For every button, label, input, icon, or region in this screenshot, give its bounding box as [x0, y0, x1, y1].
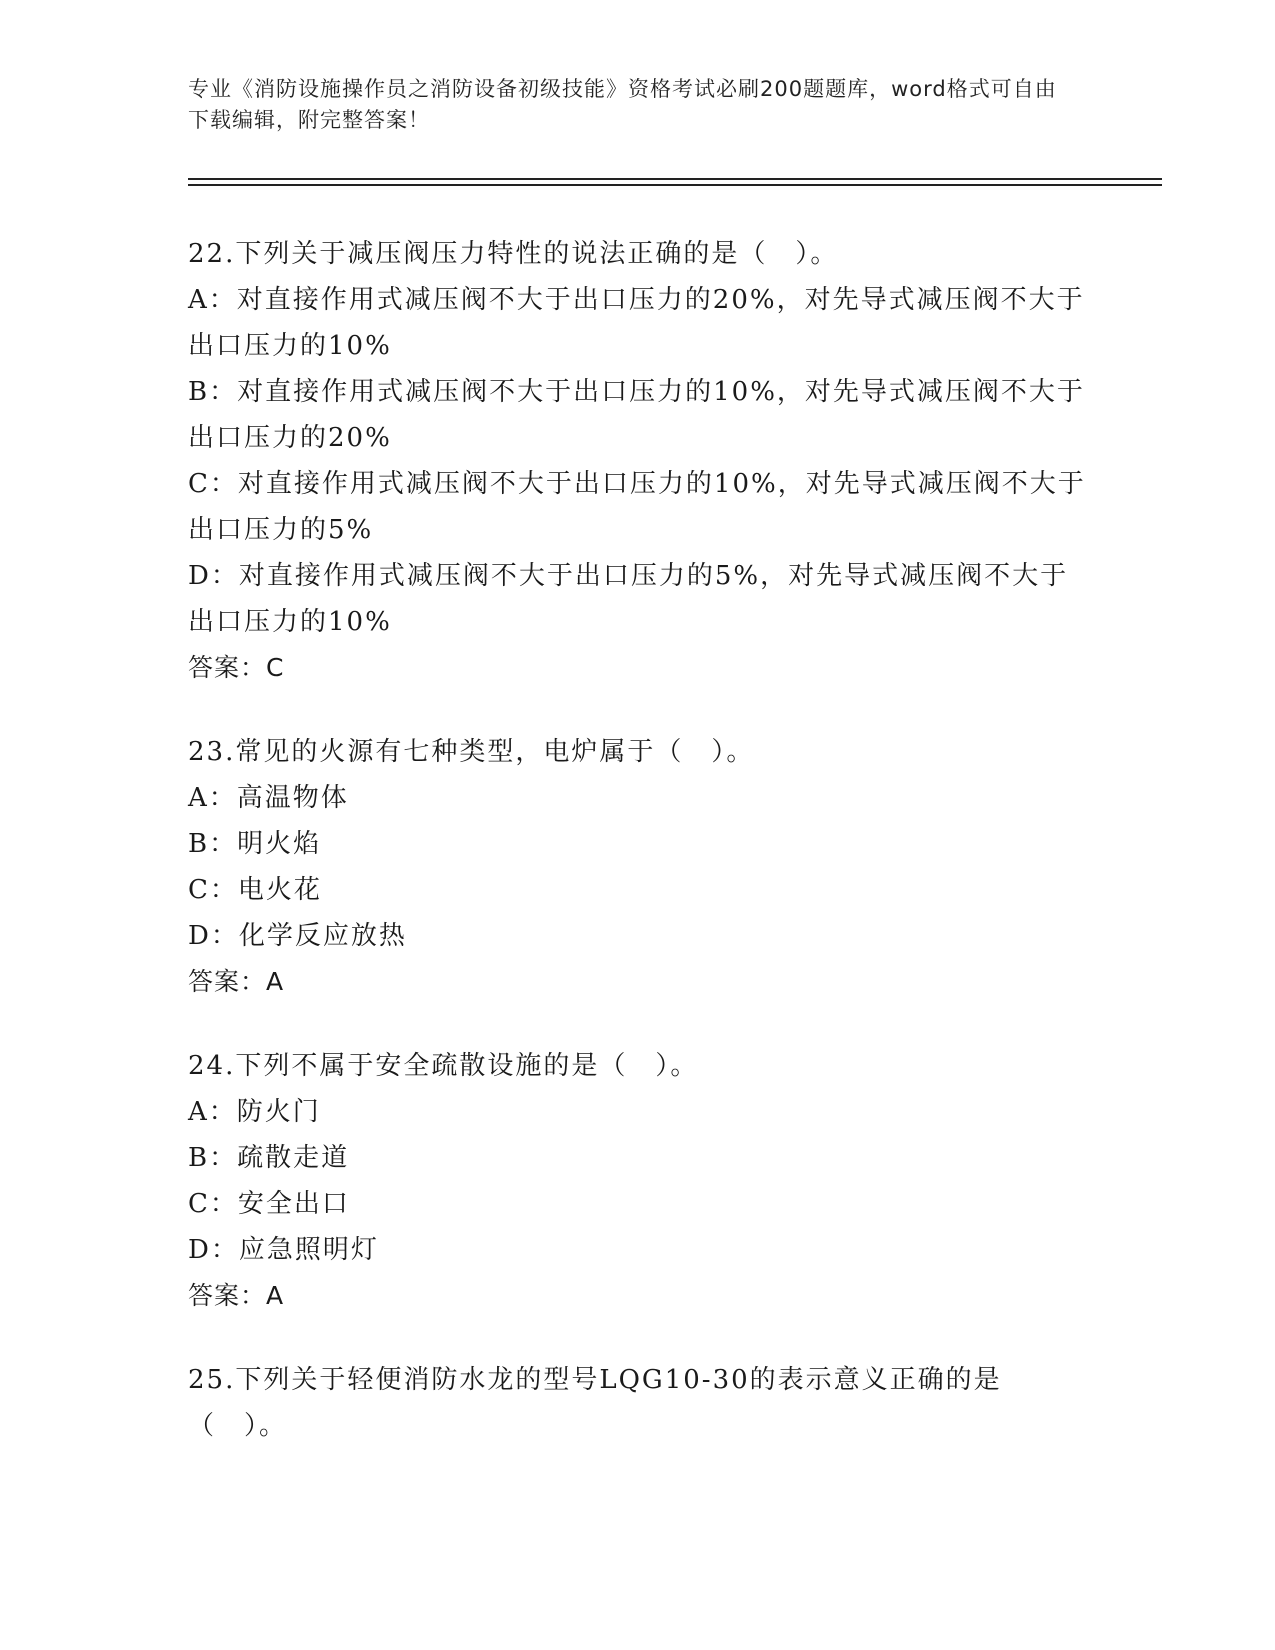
option-text: 应急照明灯 — [238, 1235, 379, 1265]
option-key: C： — [188, 875, 238, 905]
option-text: 安全出口 — [237, 1189, 350, 1219]
option-key: B： — [188, 829, 238, 859]
question-24 — [188, 1043, 1088, 1319]
question-23 — [188, 729, 1088, 1005]
header-divider-top — [188, 178, 1162, 180]
option-b — [188, 369, 1088, 461]
question-stem: 23.常见的火源有七种类型，电炉属于（ ）。 — [188, 737, 755, 767]
option-text: 明火焰 — [237, 829, 322, 859]
answer-line: 答案：A — [188, 967, 285, 996]
question-stem: 25.下列关于轻便消防水龙的型号LQG10-30的表示意义正确的是（ ）。 — [188, 1365, 1002, 1441]
option-key: A： — [188, 783, 237, 813]
option-text: 高温物体 — [236, 783, 349, 813]
question-stem: 22.下列关于减压阀压力特性的说法正确的是（ ）。 — [188, 239, 839, 269]
option-text: 疏散走道 — [237, 1143, 350, 1173]
option-c — [188, 867, 1088, 913]
option-key: D： — [188, 1235, 239, 1265]
option-text: 对直接作用式减压阀不大于出口压力的20%，对先导式减压阀不大于出口压力的10% — [188, 285, 1085, 361]
option-text: 化学反应放热 — [238, 921, 407, 951]
option-key: B： — [188, 1143, 238, 1173]
option-key: D： — [188, 921, 239, 951]
option-key: C： — [188, 1189, 238, 1219]
option-d — [188, 913, 1088, 959]
option-text: 对直接作用式减压阀不大于出口压力的5%，对先导式减压阀不大于出口压力的10% — [188, 561, 1069, 637]
option-a — [188, 1089, 1088, 1135]
document-header — [188, 74, 1068, 136]
answer-line: 答案：A — [188, 1281, 285, 1310]
option-d — [188, 1227, 1088, 1273]
option-c — [188, 1181, 1088, 1227]
question-list — [188, 231, 1088, 1487]
option-text: 对直接作用式减压阀不大于出口压力的10%，对先导式减压阀不大于出口压力的20% — [188, 377, 1085, 453]
header-divider-bottom — [188, 184, 1162, 186]
option-text: 对直接作用式减压阀不大于出口压力的10%，对先导式减压阀不大于出口压力的5% — [188, 469, 1086, 545]
option-text: 电火花 — [237, 875, 322, 905]
option-key: A： — [188, 1097, 237, 1127]
header-text: 专业《消防设施操作员之消防设备初级技能》资格考试必刷200题题库，word格式可自由下载编辑，附完整答案！ — [188, 77, 1057, 132]
option-key: D： — [188, 561, 239, 591]
option-key: B： — [188, 377, 238, 407]
question-stem: 24.下列不属于安全疏散设施的是（ ）。 — [188, 1051, 699, 1081]
option-d — [188, 553, 1088, 645]
option-a — [188, 775, 1088, 821]
option-a — [188, 277, 1088, 369]
option-key: A： — [188, 285, 237, 315]
option-text: 防火门 — [236, 1097, 321, 1127]
option-b — [188, 1135, 1088, 1181]
option-c — [188, 461, 1088, 553]
option-key: C： — [188, 469, 238, 499]
option-b — [188, 821, 1088, 867]
question-25 — [188, 1357, 1088, 1449]
answer-line: 答案：C — [188, 653, 285, 682]
question-22 — [188, 231, 1088, 691]
